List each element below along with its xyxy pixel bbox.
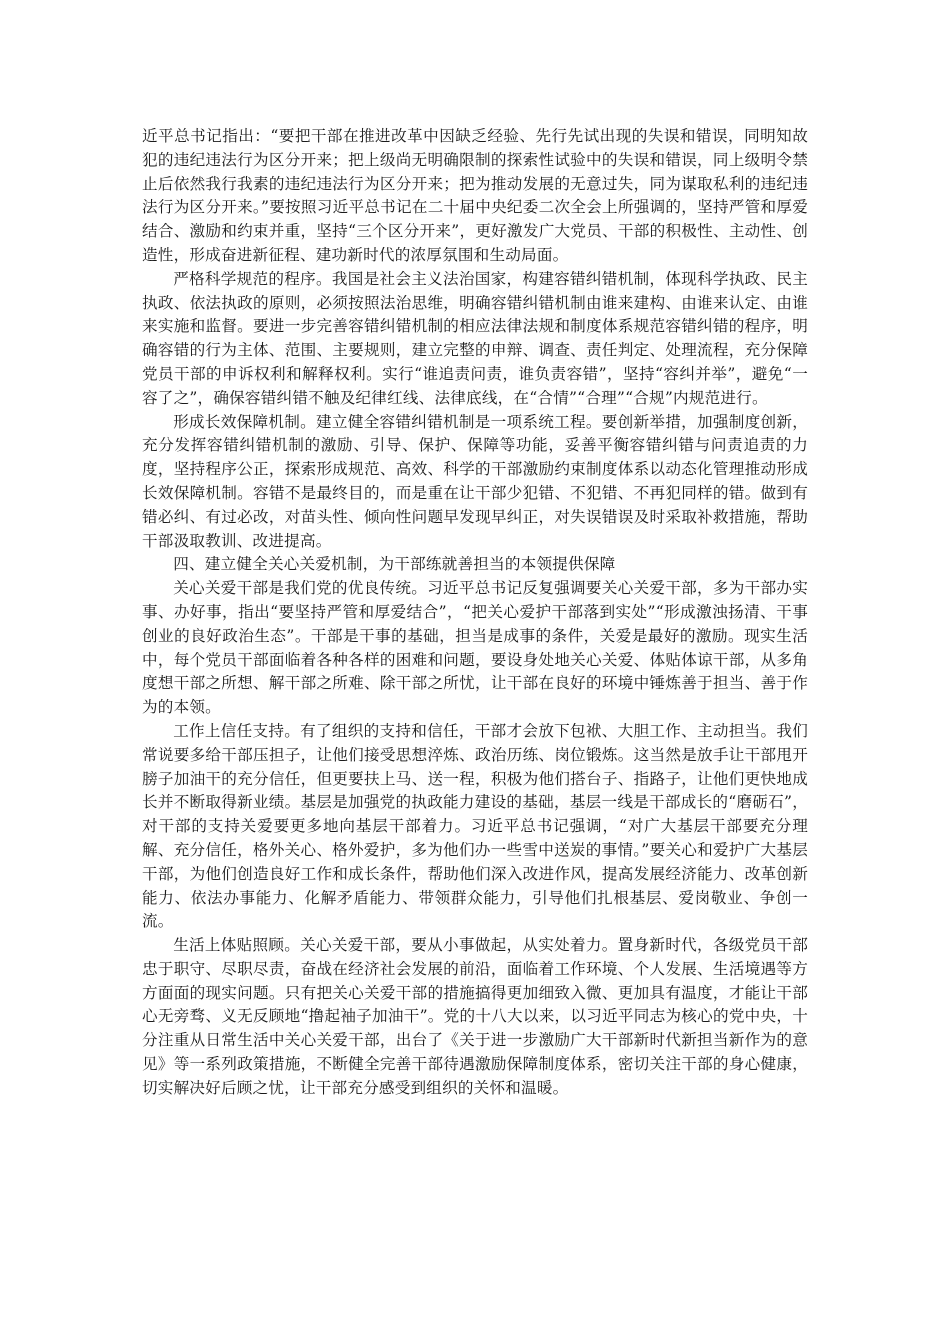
paragraph-continuation: 近平总书记指出：“要把干部在推进改革中因缺乏经验、先行先试出现的失误和错误，同明知故犯的违纪违法行为区分开来；把上级尚无明确限制的探索性试验中的失误和错误，同上级明令禁止后依然我行我素的违纪违法行为区分开来；把为推动发展的无意过失，同为谋取私利的违纪违法行为区分开来。”要按照习近平总书记在二十届中央纪委二次全会上所强调的，坚持严管和厚爱结合、激励和约束并重，坚持“三个区分开来”，更好激发广大党员、干部的积极性、主动性、创造性，形成奋进新征程、建功新时代的浓厚氛围和生动局面。 <box>142 127 808 264</box>
paragraph-long-term-mechanism: 形成长效保障机制。建立健全容错纠错机制是一项系统工程。要创新举措，加强制度创新，充分发挥容错纠错机制的激励、引导、保护、保障等功能，妥善平衡容错纠错与问责追责的力度，坚持程序公正，探索形成规范、高效、科学的干部激励约束制度体系以动态化管理推动形成长效保障机制。容错不是最终目的，而是重在让干部少犯错、不犯错、不再犯同样的错。做到有错必纠、有过必改，对苗头性、倾向性问题早发现早纠正，对失误错误及时采取补救措施，帮助干部汲取教训、改进提高。 <box>142 412 808 550</box>
paragraph-care-tradition: 关心关爱干部是我们党的优良传统。习近平总书记反复强调要关心关爱干部，多为干部办实事、办好事，指出“要坚持严管和厚爱结合”，“把关心爱护干部落到实处”“形成激浊扬清、干事创业的良好政治生态”。干部是干事的基础，担当是成事的条件，关爱是最好的激励。现实生活中，每个党员干部面临着各种各样的困难和问题，要设身处地关心关爱、体贴体谅干部，从多角度想干部之所想、解干部之所难、除干部之所忧，让干部在良好的环境中锤炼善于担当、善于作为的本领。 <box>142 579 808 717</box>
section-heading-four: 四、建立健全关心关爱机制，为干部练就善担当的本领提供保障 <box>173 555 616 574</box>
paragraph-life-care: 生活上体贴照顾。关心关爱干部，要从小事做起，从实处着力。置身新时代，各级党员干部忠于职守、尽职尽责，奋战在经济社会发展的前沿，面临着工作环境、个人发展、生活境遇等方方面面的现实问题。只有把关心关爱干部的措施搞得更加细致入微、更加具有温度，才能让干部心无旁骛、义无反顾地“撸起袖子加油干”。党的十八大以来，以习近平同志为核心的党中央，十分注重从日常生活中关心关爱干部，出台了《关于进一步激励广大干部新时代新担当新作为的意见》等一系列政策措施，不断健全完善干部待遇激励保障制度体系，密切关注干部的身心健康，切实解决好后顾之忧，让干部充分感受到组织的关怀和温暖。 <box>142 936 808 1097</box>
paragraph-strict-procedure: 严格科学规范的程序。我国是社会主义法治国家，构建容错纠错机制，体现科学执政、民主执政、依法执政的原则，必须按照法治思维，明确容错纠错机制由谁来建构、由谁来认定、由谁来实施和监督。要进一步完善容错纠错机制的相应法律法规和制度体系规范容错纠错的程序，明确容错的行为主体、范围、主要规则，建立完整的申辩、调查、责任判定、处理流程，充分保障党员干部的申诉权利和解释权利。实行“谁追责问责，谁负责容错”，坚持“容纠并举”，避免“一容了之”，确保容错纠错不触及纪律红线、法律底线，在“合情”“合理”“合规”内规范进行。 <box>142 269 808 407</box>
document-body <box>142 125 808 1101</box>
paragraph-work-trust: 工作上信任支持。有了组织的支持和信任，干部才会放下包袱、大胆工作、主动担当。我们常说要多给干部压担子，让他们接受思想淬炼、政治历练、岗位锻炼。这当然是放手让干部甩开膀子加油干的充分信任，但更要扶上马、送一程，积极为他们搭台子、指路子，让他们更快地成长并不断取得新业绩。基层是加强党的执政能力建设的基础，基层一线是干部成长的“磨砺石”，对干部的支持关爱要更多地向基层干部着力。习近平总书记强调，“对广大基层干部要充分理解、充分信任，格外关心、格外爱护，多为他们办一些雪中送炭的事情。”要关心和爱护广大基层干部，为他们创造良好工作和成长条件，帮助他们深入改进作风，提高发展经济能力、改革创新能力、依法办事能力、化解矛盾能力、带领群众能力，引导他们扎根基层、爱岗敬业、争创一流。 <box>142 721 808 931</box>
